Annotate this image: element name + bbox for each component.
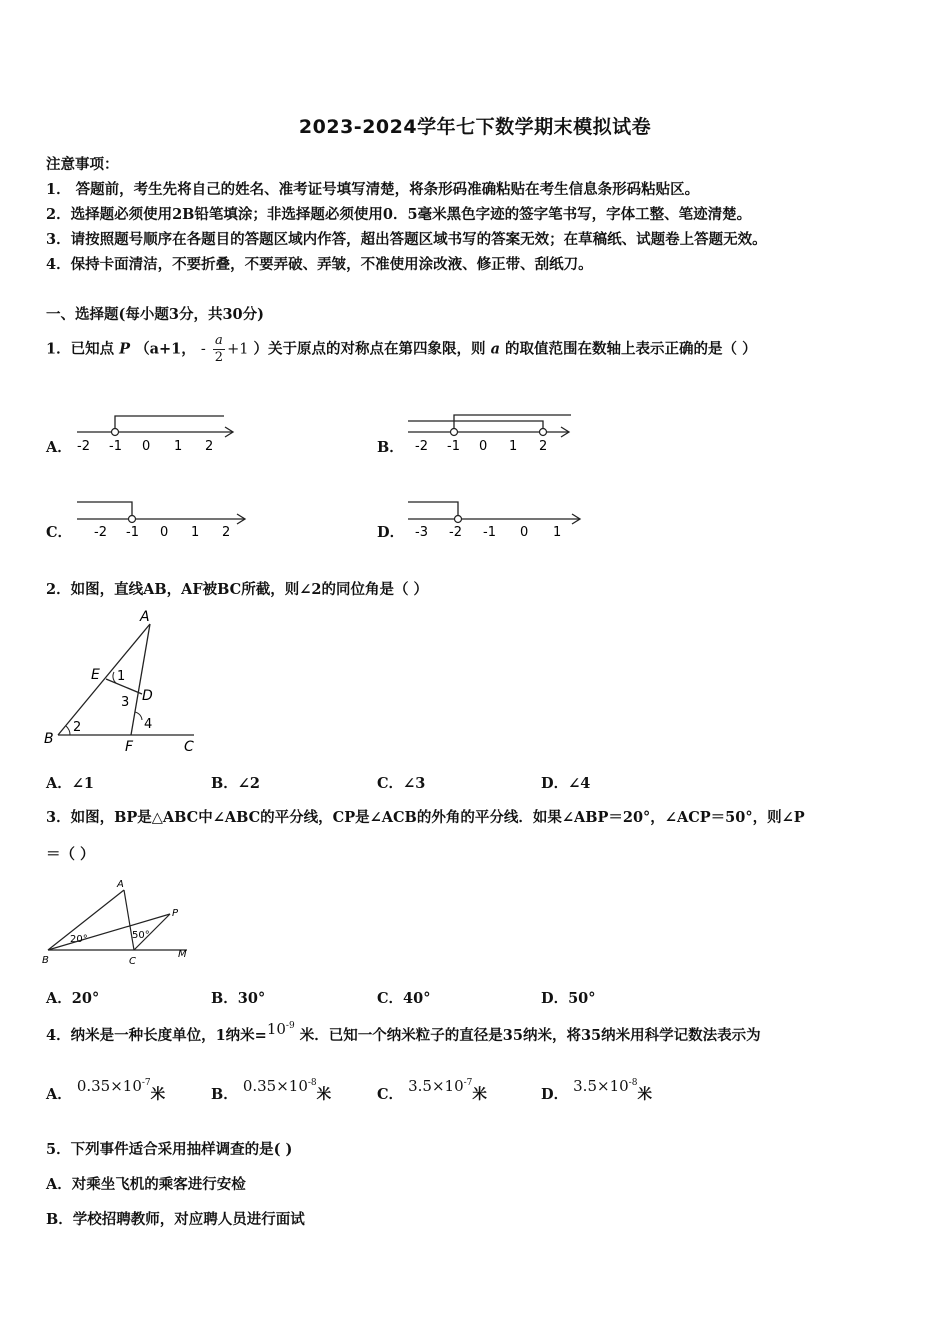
q4-base: 10 <box>266 1020 286 1038</box>
option-coef: 3.5×10 <box>408 1077 464 1095</box>
q1-option-c-label: C． <box>46 524 73 541</box>
option-label: A． <box>46 1086 72 1103</box>
option-text: ∠2 <box>237 775 261 792</box>
label-a: A <box>117 879 124 890</box>
q1-option-c-numberline <box>72 492 252 540</box>
q2-figure <box>44 604 209 759</box>
q4-option-c <box>377 1077 487 1104</box>
option-text: ∠4 <box>568 775 591 792</box>
angle-arc <box>135 712 142 720</box>
q1-fraction-den: 2 <box>214 350 224 365</box>
q2-option-b <box>211 772 260 793</box>
q1-fraction-num: a <box>213 333 225 350</box>
label-p: P <box>172 908 179 919</box>
range-bracket-upper <box>454 415 571 432</box>
q1-option-a-label: A． <box>46 439 72 456</box>
tick-label: -2 <box>449 525 462 540</box>
range-bracket <box>77 502 132 519</box>
q5-option-b <box>46 1208 305 1229</box>
option-label: B． <box>211 990 238 1007</box>
option-text: ∠3 <box>403 775 426 792</box>
option-unit: 米 <box>316 1086 332 1103</box>
q1-option-b-label: B． <box>377 439 404 456</box>
label-angle-20: 20° <box>70 934 88 945</box>
line-ba <box>58 624 153 735</box>
option-text: 对乘坐飞机的乘客进行安检 <box>71 1176 246 1193</box>
q1-plus: +1 <box>227 341 249 358</box>
option-exp: -7 <box>463 1078 473 1088</box>
open-point <box>129 516 136 523</box>
option-exp: -8 <box>628 1078 638 1088</box>
label-f: F <box>125 739 134 755</box>
q4-option-a <box>46 1077 166 1104</box>
q4-pre: 4．纳米是一种长度单位，1纳米= <box>46 1027 267 1044</box>
q4-power <box>267 1020 295 1038</box>
tick-label: 2 <box>205 439 214 454</box>
notice-item-2: 2．选择题必须使用2B铅笔填涂；非选择题必须使用0．5毫米黑色字迹的签字笔书写，字体工整、笔迹清楚。 <box>46 206 752 223</box>
option-label: C． <box>377 990 404 1007</box>
tick-label: -2 <box>77 439 90 454</box>
q2-option-c <box>377 772 425 793</box>
question-3-stem: 3．如图，BP是△ABC中∠ABC的平分线，CP是∠ACB的外角的平分线．如果∠ABP＝20°，∠ACP＝50°，则∠P <box>46 809 805 826</box>
notice-item-4: 4．保持卡面清洁，不要折叠，不要弄破、弄皱，不准使用涂改液、修正带、刮纸刀。 <box>46 256 593 273</box>
q1-option-d-numberline <box>403 492 588 540</box>
option-text: 30° <box>237 990 266 1007</box>
option-unit: 米 <box>150 1086 166 1103</box>
page-title: 2023-2024学年七下数学期末模拟试卷 <box>298 116 652 138</box>
question-4-stem <box>46 1020 761 1045</box>
option-text: 50° <box>568 990 596 1007</box>
q1-option-a-numberline <box>72 410 242 455</box>
question-2-stem: 2．如图，直线AB，AF被BC所截，则∠2的同位角是（ ） <box>46 581 428 598</box>
option-label: D． <box>541 1086 569 1103</box>
option-coef: 3.5×10 <box>573 1077 629 1095</box>
tick-label: -2 <box>94 525 107 540</box>
q3-option-b <box>211 987 265 1008</box>
option-exp: -7 <box>141 1078 151 1088</box>
q1-option-b-numberline <box>403 405 578 455</box>
tick-label: 0 <box>479 439 488 454</box>
q2-option-a <box>46 772 94 793</box>
option-coef: 0.35×10 <box>76 1077 142 1095</box>
q1-minus: - <box>200 341 206 358</box>
option-label: A． <box>46 775 72 792</box>
q1-option-d-label: D． <box>377 524 405 541</box>
option-value <box>408 1077 472 1095</box>
q3-figure <box>42 874 202 974</box>
option-value <box>573 1077 637 1095</box>
option-exp: -8 <box>307 1078 317 1088</box>
option-text: ∠1 <box>71 775 95 792</box>
option-text: 学校招聘教师，对应聘人员进行面试 <box>72 1211 305 1228</box>
option-value <box>77 1077 151 1095</box>
tick-label: -1 <box>447 439 460 454</box>
option-label: D． <box>541 990 569 1007</box>
label-c: C <box>184 739 194 755</box>
tick-label: 1 <box>174 439 183 454</box>
angle-arc <box>113 672 116 683</box>
tick-label: 0 <box>160 525 169 540</box>
label-b: B <box>44 731 54 747</box>
q1-pre: 1．已知点 <box>46 340 115 358</box>
q4-option-b <box>211 1077 332 1104</box>
option-label: A． <box>46 1176 72 1193</box>
tick-label: 1 <box>553 525 562 540</box>
open-point <box>451 429 458 436</box>
label-m: M <box>178 949 187 960</box>
range-bracket-lower <box>408 421 543 432</box>
open-point <box>540 429 547 436</box>
tick-label: -1 <box>109 439 122 454</box>
label-angle-2: 2 <box>73 720 82 735</box>
q1-post: ）关于原点的对称点在第四象限，则 <box>253 340 486 358</box>
question-3-stem-cont: ＝（ ） <box>46 846 95 863</box>
notice-item-1: 1． 答题前，考生先将自己的姓名、准考证号填写清楚，将条形码准确粘贴在考生信息条形码粘贴区。 <box>46 181 700 198</box>
q4-option-d <box>541 1077 652 1104</box>
option-coef: 0.35×10 <box>242 1077 308 1095</box>
open-point <box>455 516 462 523</box>
option-label: A． <box>46 990 72 1007</box>
q3-option-c <box>377 987 430 1008</box>
tick-label: -1 <box>126 525 139 540</box>
label-b: B <box>42 955 49 966</box>
option-label: B． <box>46 1211 73 1228</box>
label-angle-3: 3 <box>121 695 130 710</box>
q5-option-a <box>46 1173 246 1194</box>
option-label: C． <box>377 775 404 792</box>
tick-label: -2 <box>415 439 428 454</box>
q3-option-a <box>46 987 99 1008</box>
tick-label: 2 <box>222 525 231 540</box>
q3-option-d <box>541 987 596 1008</box>
label-d: D <box>142 688 153 704</box>
angle-arc <box>66 726 70 735</box>
notice-item-3: 3．请按照题号顺序在各题目的答题区域内作答，超出答题区域书写的答案无效；在草稿纸、试题卷上答题无效。 <box>46 231 767 248</box>
question-1-stem <box>46 333 757 366</box>
q1-coord: （a+1， <box>135 340 196 358</box>
q1-point: P <box>119 340 131 358</box>
range-bracket <box>115 416 224 432</box>
q1-fraction <box>213 333 225 366</box>
tick-label: 2 <box>539 439 548 454</box>
open-point <box>112 429 119 436</box>
q1-post2: 的取值范围在数轴上表示正确的是（ ） <box>505 340 757 358</box>
range-bracket <box>408 502 458 519</box>
label-angle-4: 4 <box>144 717 153 732</box>
label-c: C <box>129 956 136 967</box>
question-5-stem: 5．下列事件适合采用抽样调查的是( ) <box>46 1141 293 1158</box>
section-heading: 一、选择题(每小题3分，共30分) <box>46 306 264 323</box>
option-label: B． <box>211 775 238 792</box>
option-label: B． <box>211 1086 238 1103</box>
tick-label: -3 <box>415 525 428 540</box>
label-angle-50: 50° <box>132 930 150 941</box>
tick-label: 0 <box>142 439 151 454</box>
option-unit: 米 <box>637 1086 652 1103</box>
option-label: D． <box>541 775 569 792</box>
notice-heading: 注意事项： <box>46 156 119 173</box>
tick-label: 0 <box>520 525 529 540</box>
option-text: 40° <box>403 990 431 1007</box>
q1-var: a <box>490 340 500 358</box>
option-unit: 米 <box>472 1086 487 1103</box>
label-a: A <box>140 609 150 625</box>
q4-post: 米．已知一个纳米粒子的直径是35纳米，将35纳米用科学记数法表示为 <box>299 1027 761 1044</box>
option-label: C． <box>377 1086 404 1103</box>
q4-exp: -9 <box>285 1021 295 1031</box>
option-value <box>243 1077 317 1095</box>
label-e: E <box>91 667 100 683</box>
q2-option-d <box>541 772 590 793</box>
tick-label: -1 <box>483 525 496 540</box>
tick-label: 1 <box>191 525 200 540</box>
line-ac <box>124 890 134 950</box>
option-text: 20° <box>71 990 100 1007</box>
tick-label: 1 <box>509 439 518 454</box>
label-angle-1: 1 <box>117 669 126 684</box>
